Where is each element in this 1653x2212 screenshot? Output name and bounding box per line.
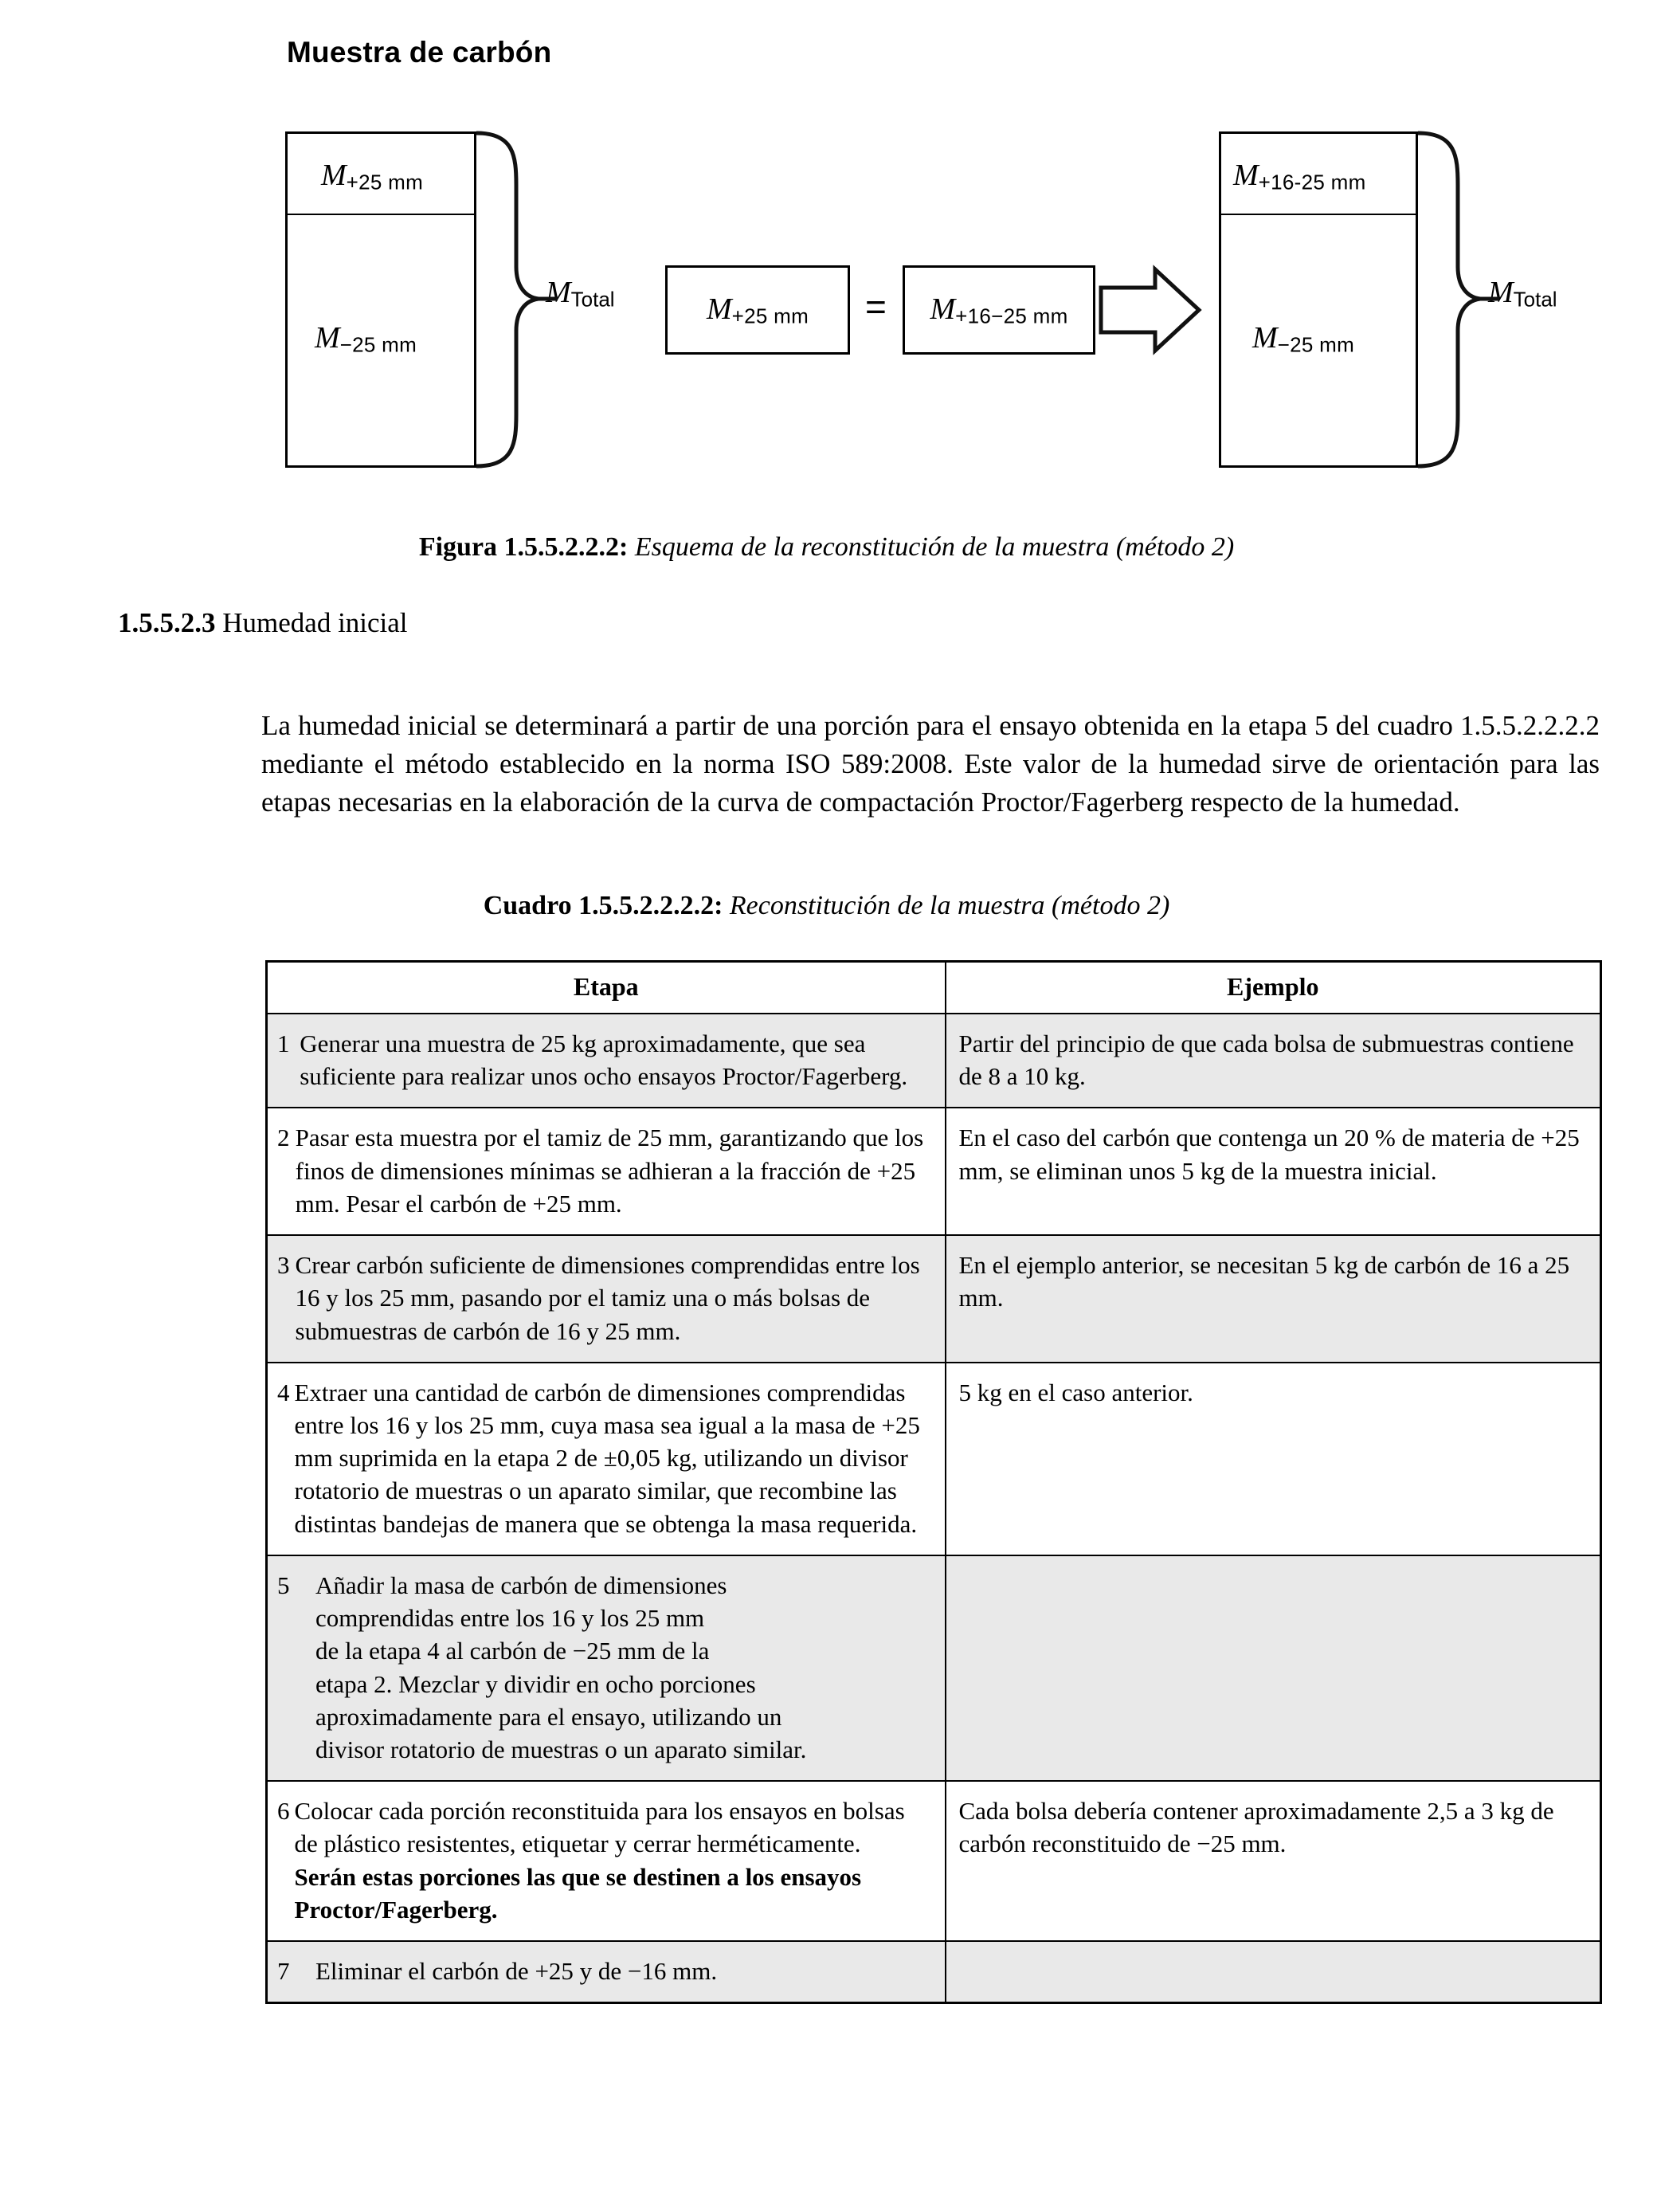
table-cell-etapa <box>267 1555 946 1781</box>
step-text: Colocar cada porción reconstituida para los ensayos en bolsas de plástico resistentes, etiquetar y cerrar herméticamente. Serán estas porciones las que se destinen a los ensayos Proctor/Fagerberg. <box>294 1797 905 1924</box>
table-cell-ejemplo: Cada bolsa debería contener aproximadamente 2,5 a 3 kg de carbón reconstituido de −25 mm. <box>946 1781 1601 1941</box>
right-bottom-symbol: M <box>1252 321 1278 355</box>
left-curly-brace <box>476 133 539 466</box>
left-top-symbol: M <box>321 159 347 192</box>
right-top-symbol: M <box>1233 159 1259 192</box>
figure-caption <box>0 532 1653 563</box>
section-heading <box>118 607 408 639</box>
step-text: Generar una muestra de 25 kg aproximadamente, que sea suficiente para realizar unos ocho ensayos Proctor/Fagerberg. <box>300 1030 908 1091</box>
step-number: 5 <box>277 1571 290 1599</box>
step-text: Pasar esta muestra por el tamiz de 25 mm, garantizando que los finos de dimensiones mínimas se adhieran a la fracción de +25 mm. Pesar el carbón de +25 mm. <box>295 1124 924 1218</box>
table-cell-etapa <box>267 1014 946 1108</box>
right-top-sub: +16-25 mm <box>1258 170 1366 194</box>
table-row <box>267 1363 1601 1555</box>
step-number: 1 <box>277 1030 290 1057</box>
section-title: Humedad inicial <box>222 607 408 638</box>
diagram-vector-overlay <box>0 0 1653 510</box>
column-header-ejemplo: Ejemplo <box>946 962 1601 1014</box>
table-cell-etapa <box>267 1781 946 1941</box>
block-arrow-icon <box>1101 269 1199 351</box>
reconstitution-table <box>265 960 1602 2004</box>
step-number: 3 <box>277 1251 290 1280</box>
eq-right-symbol: M <box>930 292 956 326</box>
figure-block <box>0 0 1653 510</box>
table-cell-etapa <box>267 1235 946 1363</box>
step-text: Extraer una cantidad de carbón de dimensiones comprendidas entre los 16 y los 25 mm, cuya masa sea igual a la masa de +25 mm suprimida en la etapa 2 de ±0,05 kg, utilizando un divisor rotatorio de muestras o un aparato similar, que recombine las distintas bandejas de manera que se obtenga la masa requerida. <box>294 1378 920 1538</box>
table-row <box>267 1235 1601 1363</box>
table-cell-ejemplo: Partir del principio de que cada bolsa de submuestras contiene de 8 a 10 kg. <box>946 1014 1601 1108</box>
figure-caption-text: Esquema de la reconstitución de la muestra (método 2) <box>634 532 1235 562</box>
table-body <box>267 1014 1601 2003</box>
table-caption <box>0 891 1653 921</box>
section-paragraph: La humedad inicial se determinará a partir de una porción para el ensayo obtenida en la etapa 5 del cuadro 1.5.5.2.2.2.2 mediante el método establecido en la norma ISO 589:2008. Este valor de la humedad sirve de orientación para las etapas necesarias en la elaboración de la curva de compactación Proctor/Fagerberg respecto de la humedad. <box>261 710 1600 818</box>
table-row <box>267 1555 1601 1781</box>
table-row <box>267 1014 1601 1108</box>
table-row <box>267 1781 1601 1941</box>
left-brace-sub: Total <box>570 287 615 312</box>
left-bottom-symbol: M <box>315 321 340 355</box>
right-brace-symbol: M <box>1488 276 1514 309</box>
table-caption-text: Reconstitución de la muestra (método 2) <box>729 891 1170 920</box>
eq-left-sub: +25 mm <box>731 304 809 328</box>
left-top-sub: +25 mm <box>346 170 424 194</box>
left-bottom-sub: −25 mm <box>339 332 417 357</box>
table-cell-etapa <box>267 1941 946 2003</box>
right-brace-sub: Total <box>1513 287 1557 312</box>
step-number: 7 <box>277 1957 290 1986</box>
step-text: Añadir la masa de carbón de dimensiones comprendidas entre los 16 y los 25 mm de la etapa 4 al carbón de −25 mm de la etapa 2. Mezclar y dividir en ocho porciones aproximadamente para el ensayo, utilizando un divisor rotatorio de muestras o un aparato similar. <box>315 1571 807 1763</box>
step-text-emphasis: Serán estas porciones las que se destinen a los ensayos Proctor/Fagerberg. <box>294 1862 862 1924</box>
eq-left-symbol: M <box>706 292 732 326</box>
diagram-title: Muestra de carbón <box>287 36 552 69</box>
right-curly-brace <box>1418 133 1480 466</box>
eq-right-sub: +16−25 mm <box>955 304 1068 328</box>
section-number: 1.5.5.2.3 <box>118 607 216 638</box>
table-cell-ejemplo: En el caso del carbón que contenga un 20 % de materia de +25 mm, se eliminan unos 5 kg de la muestra inicial. <box>946 1108 1601 1235</box>
step-text: Eliminar el carbón de +25 y de −16 mm. <box>315 1957 718 1986</box>
left-brace-symbol: M <box>546 276 571 309</box>
table-cell-ejemplo: En el ejemplo anterior, se necesitan 5 kg de carbón de 16 a 25 mm. <box>946 1235 1601 1363</box>
table-caption-label: Cuadro 1.5.5.2.2.2.2: <box>483 891 723 920</box>
table-cell-ejemplo <box>946 1555 1601 1781</box>
step-text: Crear carbón suficiente de dimensiones comprendidas entre los 16 y los 25 mm, pasando por el tamiz una o más bolsas de submuestras de carbón de 16 y 25 mm. <box>295 1251 920 1345</box>
table-row <box>267 1941 1601 2003</box>
table-cell-etapa <box>267 1108 946 1235</box>
table-row <box>267 1108 1601 1235</box>
right-bottom-sub: −25 mm <box>1277 332 1355 357</box>
column-header-etapa: Etapa <box>267 962 946 1014</box>
table-cell-ejemplo: 5 kg en el caso anterior. <box>946 1363 1601 1555</box>
table-header-row <box>267 962 1601 1014</box>
step-number: 4 <box>277 1378 290 1406</box>
equals-sign: = <box>865 286 887 327</box>
figure-caption-label: Figura 1.5.5.2.2.2: <box>418 532 629 562</box>
step-number: 6 <box>277 1797 290 1826</box>
step-number: 2 <box>277 1124 290 1152</box>
table-cell-etapa <box>267 1363 946 1555</box>
table-cell-ejemplo <box>946 1941 1601 2003</box>
